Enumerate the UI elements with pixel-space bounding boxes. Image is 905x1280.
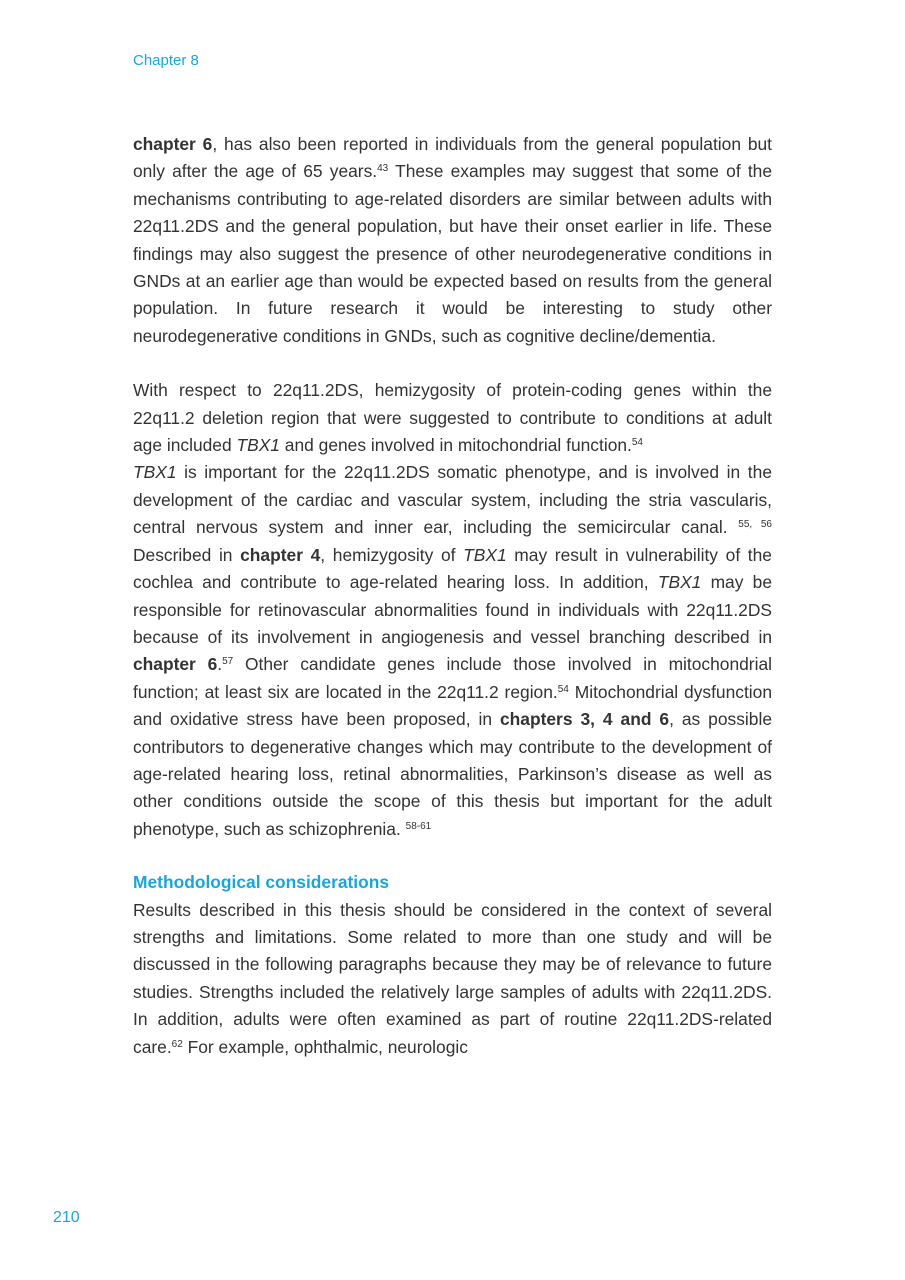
text-span: may be responsible for retinovascular abnormalities found in individuals with 22q11.2DS because of its involvement in angiogenesis and vessel branching described in xyxy=(133,572,772,647)
text-span: Results described in this thesis should be considered in the context of several strengths and limitations. Some related to more than one study and will be discussed in the following paragraphs because they may be of relevance to future studies. Strengths included the relatively large samples of adults with 22q11.2DS. In addition, adults were often examined as part of routine 22q11.2DS-related care. xyxy=(133,899,772,1057)
page-number: 210 xyxy=(53,1209,80,1226)
citation: 43 xyxy=(377,163,389,175)
chapter-ref: chapters 3, 4 and 6 xyxy=(500,709,670,730)
running-head-chapter: Chapter 8 xyxy=(133,52,199,69)
section-heading: Methodological considerations xyxy=(133,872,390,893)
text-span: , as possible contributors to degenerative changes which may contribute to the development of age-related hearing loss, retinal abnormalities, Parkinson’s disease as well as other conditions outside the scope of this thesis but important for the adult phenotype, such as schizophrenia. xyxy=(133,709,772,839)
chapter-ref: chapter 4 xyxy=(240,544,321,565)
text-span: . xyxy=(217,654,223,675)
citation: 62 xyxy=(171,1038,183,1050)
text-span: Described in xyxy=(133,544,241,565)
paragraph-2 xyxy=(133,377,772,843)
paragraph-1 xyxy=(133,131,772,350)
text-span: Mitochondrial dysfunction and oxidative stress have been proposed, in xyxy=(133,681,772,730)
citation: 55, 56 xyxy=(738,519,772,531)
paragraph-3 xyxy=(133,897,772,1061)
text-span: is important for the 22q11.2DS somatic phenotype, and is involved in the development of the cardiac and vascular system, including the stria vascularis, central nervous system and inner ear, including the semicircular canal. xyxy=(133,462,772,538)
gene-name: TBX1 xyxy=(133,462,177,483)
text-span: and genes involved in mitochondrial function. xyxy=(279,435,632,456)
chapter-ref: chapter 6 xyxy=(133,654,218,675)
gene-name: TBX1 xyxy=(657,572,702,593)
text-span: , has also been reported in individuals from the general population but only after the age of 65 years. xyxy=(133,134,773,182)
chapter-ref: chapter 6 xyxy=(133,134,213,154)
citation: 57 xyxy=(222,656,234,668)
body-text xyxy=(133,131,772,1061)
text-span: Other candidate genes include those involved in mitochondrial function; at least six are located in the 22q11.2 region. xyxy=(133,654,772,702)
text-span: With respect to 22q11.2DS, hemizygosity of protein-coding genes within the 22q11.2 deletion region that were suggested to contribute to conditions at adult age included xyxy=(133,380,772,456)
text-span: , hemizygosity of xyxy=(320,544,464,565)
text-span: These examples may suggest that some of the mechanisms contributing to age-related disorders are similar between adults with 22q11.2DS and the general population, but have their onset earlier in life. These findings may also suggest the presence of other neurodegenerative conditions in GNDs at an earlier age than would be expected based on results from the general population. In future research it would be interesting to study other neurodegenerative conditions in GNDs, such as cognitive decline/dementia. xyxy=(133,161,772,346)
text-span: For example, ophthalmic, neurologic xyxy=(182,1036,468,1057)
text-span: may result in vulnerability of the cochlea and contribute to age-related hearing loss. In addition, xyxy=(133,544,772,593)
gene-name: TBX1 xyxy=(463,544,507,565)
citation: 54 xyxy=(557,683,569,695)
citation: 58-61 xyxy=(405,820,432,832)
gene-name: TBX1 xyxy=(236,435,280,456)
citation: 54 xyxy=(631,437,643,449)
